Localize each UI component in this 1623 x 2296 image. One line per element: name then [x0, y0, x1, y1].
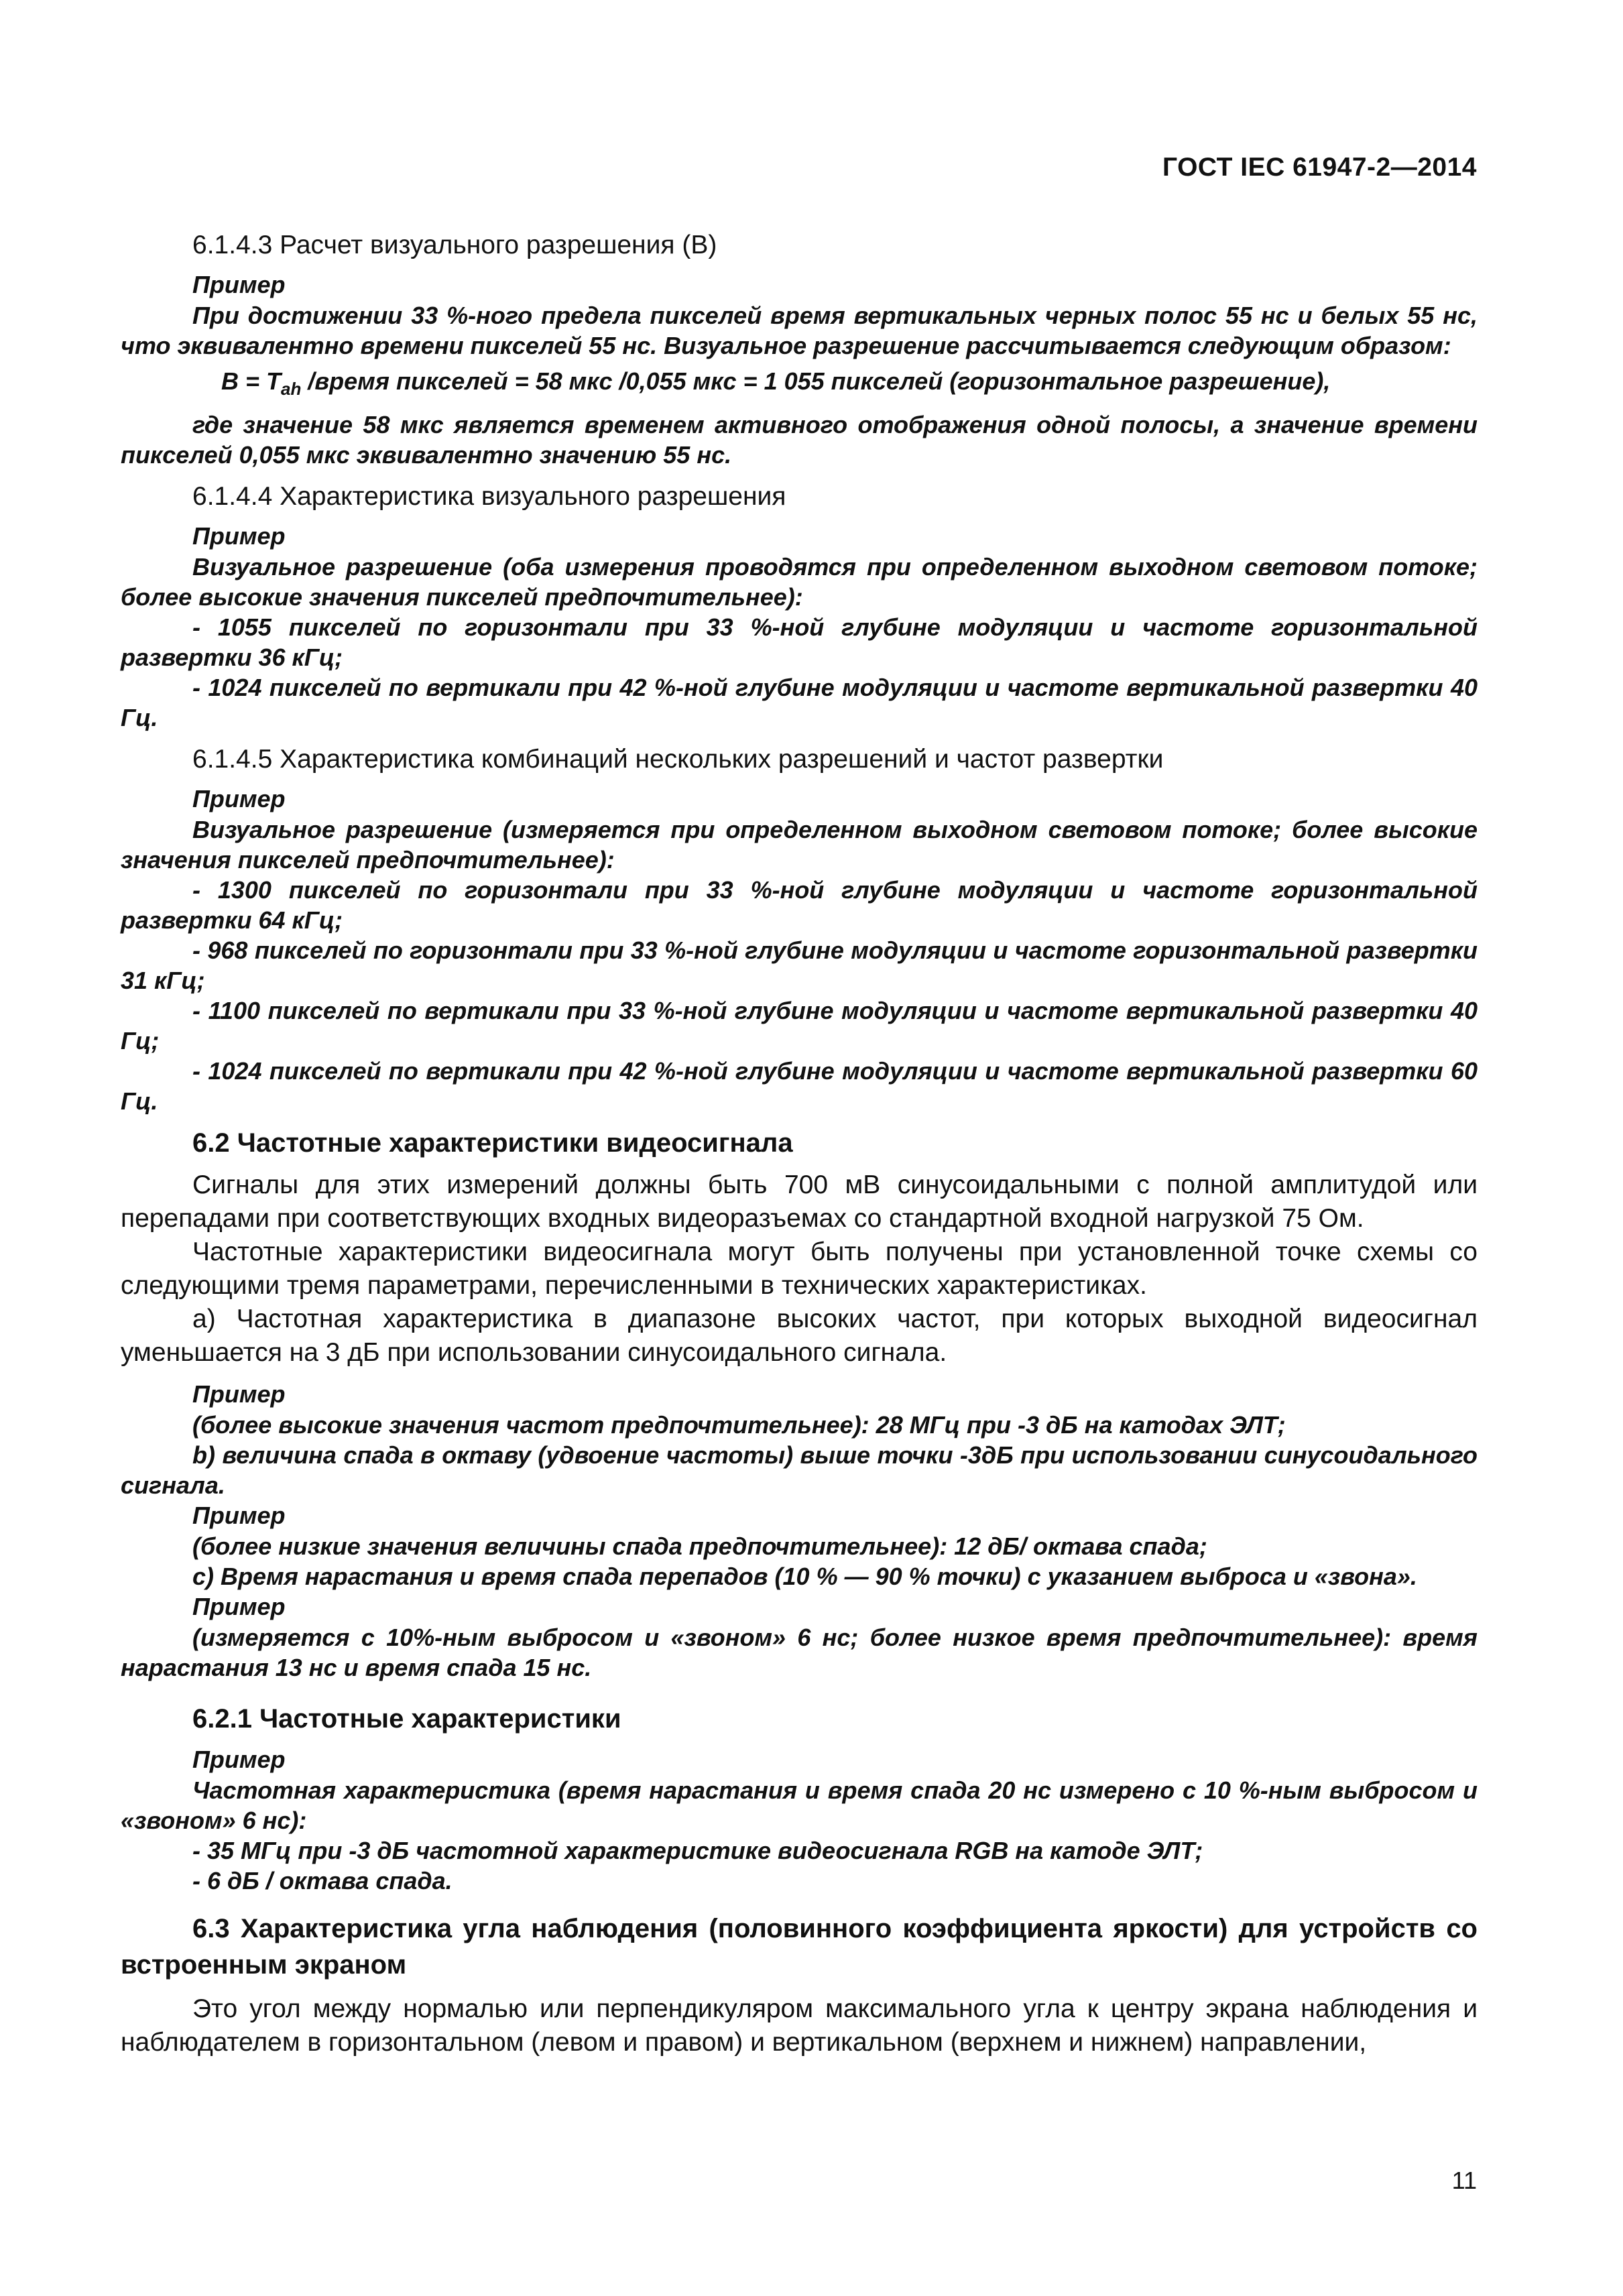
- paragraph: а) Частотная характеристика в диапазоне высоких частот, при которых выходной видеосигнал уменьшается на 3 дБ при использовании синусоидального сигнала.: [121, 1305, 1478, 1368]
- example-text: Визуальное разрешение (оба измерения проводятся при определенном выходном световом потоке; более высокие значения пикселей предпочтительнее):: [121, 553, 1478, 611]
- section-6-1-4-5-title: 6.1.4.5 Характеристика комбинаций нескольких разрешений и частот развертки: [192, 745, 1164, 774]
- example-list-item: - 1024 пикселей по вертикали при 42 %-ной глубине модуляции и частоте вертикальной развертки 40 Гц.: [121, 674, 1478, 732]
- example-text: c) Время нарастания и время спада перепадов (10 % — 90 % точки) с указанием выброса и «звона».: [192, 1563, 1417, 1591]
- example-list-item: - 1055 пикселей по горизонтали при 33 %-ной глубине модуляции и частоте горизонтальной развертки 36 кГц;: [121, 613, 1478, 672]
- example-list-item: - 6 дБ / октава спада.: [192, 1867, 453, 1895]
- resolution-formula: [121, 365, 1478, 406]
- example-list-item: - 1100 пикселей по вертикали при 33 %-ной глубине модуляции и частоте вертикальной развертки 40 Гц;: [121, 997, 1478, 1055]
- example-list-item: - 1024 пикселей по вертикали при 42 %-ной глубине модуляции и частоте вертикальной развертки 60 Гц.: [121, 1057, 1478, 1115]
- example-label: Пример: [192, 522, 286, 550]
- example-label: Пример: [192, 1502, 286, 1530]
- example-list-item: - 35 МГц при -3 дБ частотной характеристике видеосигнала RGB на катоде ЭЛТ;: [192, 1837, 1203, 1865]
- example-text: При достижении 33 %-ного предела пикселей время вертикальных черных полос 55 нс и белых 55 нс, что эквивалентно времени пикселей 55 нс. Визуальное разрешение рассчитывается следующим образом:: [121, 302, 1478, 359]
- formula-part-b: /время пикселей = 58 мкс /0,055 мкс = 1 055 пикселей (горизонтальное разрешение),: [301, 367, 1331, 395]
- example-text: где значение 58 мкс является временем активного отображения одной полосы, а значение времени пикселей 0,055 мкс эквивалентно значению 55 нс.: [121, 411, 1478, 469]
- example-label: Пример: [192, 785, 286, 813]
- example-text: Частотная характеристика (время нарастания и время спада 20 нс измерено с 10 %-ным выбросом и «звоном» 6 нс):: [121, 1776, 1478, 1835]
- example-text: (измеряется с 10%-ным выбросом и «звоном» 6 нс; более низкое время предпочтительнее): время нарастания 13 нс и время спада 15 нс.: [121, 1624, 1478, 1682]
- section-6-1-4-3-title: 6.1.4.3 Расчет визуального разрешения (В): [192, 231, 717, 259]
- example-text: b) величина спада в октаву (удвоение частоты) выше точки -3дБ при использовании синусоидального сигнала.: [121, 1441, 1478, 1500]
- example-label: Пример: [192, 1593, 286, 1621]
- example-text: Визуальное разрешение (измеряется при определенном выходном световом потоке; более высокие значения пикселей предпочтительнее):: [121, 816, 1478, 874]
- example-list-item: - 968 пикселей по горизонтали при 33 %-ной глубине модуляции и частоте горизонтальной развертки 31 кГц;: [121, 936, 1478, 995]
- example-list-item: - 1300 пикселей по горизонтали при 33 %-ной глубине модуляции и частоте горизонтальной развертки 64 кГц;: [121, 876, 1478, 934]
- paragraph: Частотные характеристики видеосигнала могут быть получены при установленной точке схемы со следующими тремя параметрами, перечисленными в технических характеристиках.: [121, 1237, 1478, 1301]
- page-number: 11: [1451, 2167, 1477, 2194]
- section-6-2-heading: 6.2 Частотные характеристики видеосигнала: [192, 1128, 793, 1158]
- formula-subscript: ah: [281, 379, 302, 400]
- example-label: Пример: [192, 271, 286, 298]
- example-label: Пример: [192, 1380, 286, 1408]
- section-6-2-1-heading: 6.2.1 Частотные характеристики: [192, 1704, 621, 1734]
- example-text: (более высокие значения частот предпочтительнее): 28 МГц при -3 дБ на катодах ЭЛТ;: [192, 1411, 1286, 1439]
- formula-part-a: B = T: [221, 367, 282, 395]
- section-6-3-heading: 6.3 Характеристика угла наблюдения (половинного коэффициента яркости) для устройств со встроенным экраном: [121, 1914, 1478, 1980]
- document-header-id: ГОСТ IEC 61947-2—2014: [1162, 153, 1477, 182]
- paragraph: Это угол между нормалью или перпендикуляром максимального угла к центру экрана наблюдения и наблюдателем в горизонтальном (левом и правом) и вертикальном (верхнем и нижнем) направлении,: [121, 1994, 1478, 2057]
- example-text: (более низкие значения величины спада предпочтительнее): 12 дБ/ октава спада;: [192, 1532, 1207, 1561]
- document-body: [121, 228, 1478, 2059]
- paragraph: Сигналы для этих измерений должны быть 700 мВ синусоидальными с полной амплитудой или перепадами при соответствующих входных видеоразъемах со стандартной входной нагрузкой 75 Ом.: [121, 1170, 1478, 1233]
- example-label: Пример: [192, 1746, 286, 1774]
- section-6-1-4-4-title: 6.1.4.4 Характеристика визуального разрешения: [192, 482, 786, 511]
